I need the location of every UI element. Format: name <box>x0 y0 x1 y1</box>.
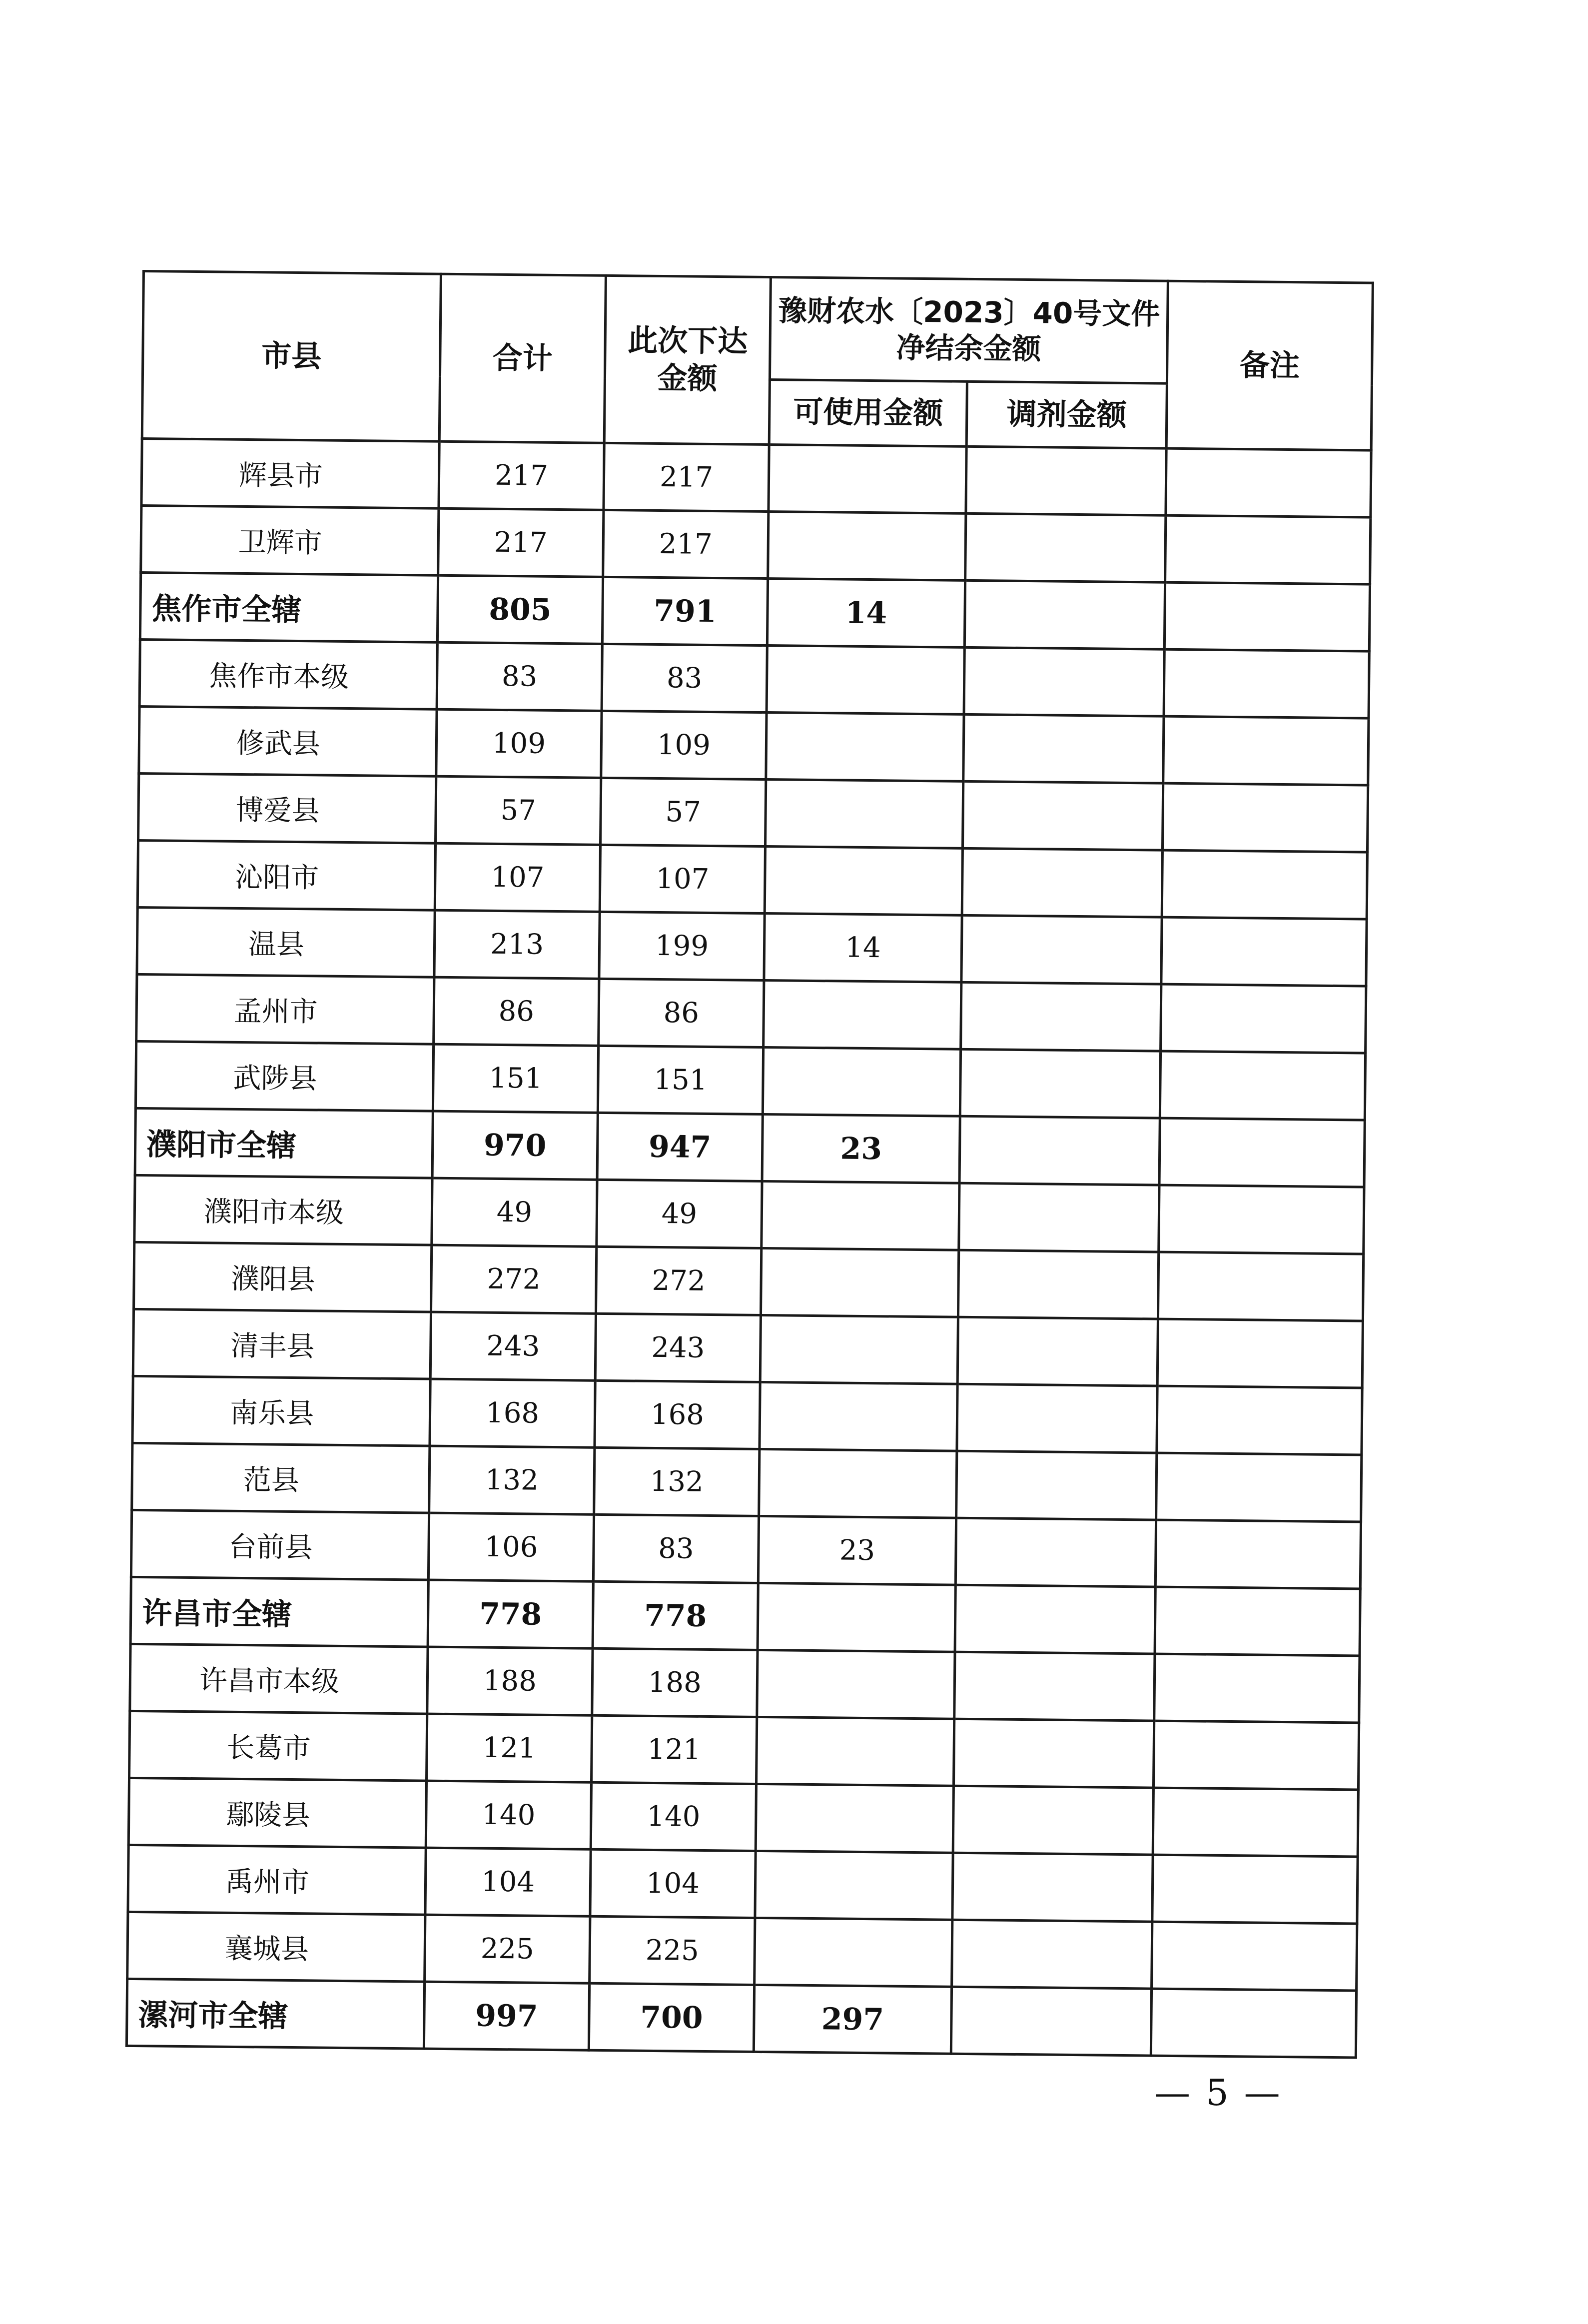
row-name: 修武县 <box>139 706 437 776</box>
header-current-allocation: 此次下达金额 <box>604 275 771 444</box>
table-row <box>141 506 1371 585</box>
row-adjusted <box>957 1384 1157 1453</box>
row-name: 长葛市 <box>129 1711 427 1781</box>
row-remarks <box>1152 1922 1357 1991</box>
row-name: 焦作市全辖 <box>140 572 438 642</box>
row-remarks <box>1161 917 1367 986</box>
table-row <box>128 1845 1358 1924</box>
table-row <box>141 439 1371 518</box>
row-total: 86 <box>434 977 599 1046</box>
row-name: 濮阳市全辖 <box>135 1108 433 1178</box>
row-remarks <box>1157 1386 1362 1455</box>
row-allocated: 217 <box>604 443 769 511</box>
row-usable <box>756 1784 953 1853</box>
row-allocated: 700 <box>589 1983 754 2052</box>
table-body <box>126 439 1371 2058</box>
table-row <box>137 840 1367 919</box>
row-allocated: 107 <box>600 845 765 913</box>
row-remarks <box>1161 984 1366 1053</box>
row-name: 南乐县 <box>132 1376 430 1446</box>
row-usable <box>755 1851 953 1920</box>
header-total: 合计 <box>439 274 606 443</box>
table-row-summary <box>140 572 1370 651</box>
row-name: 范县 <box>132 1443 430 1513</box>
table-row <box>130 1644 1360 1723</box>
row-allocated: 109 <box>601 711 767 779</box>
row-total: 57 <box>436 776 601 845</box>
row-usable <box>756 1717 954 1786</box>
row-remarks <box>1155 1520 1361 1589</box>
header-adjusted-amount: 调剂金额 <box>966 381 1167 448</box>
row-adjusted <box>962 781 1163 850</box>
row-total: 778 <box>428 1580 593 1648</box>
row-name: 禹州市 <box>128 1845 426 1915</box>
row-remarks <box>1160 1051 1365 1120</box>
row-remarks <box>1165 515 1371 584</box>
row-total: 805 <box>437 575 603 644</box>
row-adjusted <box>962 848 1162 917</box>
row-name: 沁阳市 <box>137 840 435 910</box>
row-name: 许昌市全辖 <box>130 1577 428 1647</box>
row-total: 106 <box>428 1513 594 1581</box>
row-adjusted <box>965 513 1166 582</box>
row-adjusted <box>961 915 1162 984</box>
row-name: 武陟县 <box>135 1041 433 1111</box>
row-allocated: 243 <box>595 1313 761 1382</box>
row-allocated: 83 <box>602 644 767 712</box>
table-row <box>132 1376 1362 1455</box>
header-usable-amount: 可使用金额 <box>769 380 967 447</box>
row-adjusted <box>963 714 1164 783</box>
row-allocated: 49 <box>597 1179 762 1248</box>
row-adjusted <box>966 446 1166 515</box>
row-adjusted <box>952 1853 1153 1922</box>
row-total: 151 <box>433 1044 598 1113</box>
row-usable: 23 <box>758 1516 956 1585</box>
row-total: 217 <box>439 441 604 510</box>
row-total: 140 <box>426 1781 591 1849</box>
page-number: — 5 — <box>1154 2072 1282 2114</box>
row-usable <box>768 512 966 581</box>
row-allocated: 104 <box>590 1849 756 1918</box>
row-name: 孟州市 <box>136 974 434 1044</box>
row-adjusted <box>964 580 1165 649</box>
row-name: 清丰县 <box>133 1309 431 1379</box>
row-total: 132 <box>429 1446 595 1514</box>
row-remarks <box>1159 1185 1364 1254</box>
table-row <box>127 1912 1357 1991</box>
table-row-summary <box>135 1108 1365 1187</box>
row-total: 213 <box>434 910 600 979</box>
table-row <box>139 706 1369 785</box>
row-usable <box>769 445 966 514</box>
row-adjusted <box>955 1518 1156 1587</box>
table-row <box>137 907 1367 986</box>
row-allocated: 199 <box>599 912 765 980</box>
row-adjusted <box>961 982 1161 1051</box>
row-adjusted <box>956 1451 1157 1520</box>
row-name: 襄城县 <box>127 1912 425 1982</box>
row-usable <box>766 713 964 782</box>
header-city-county: 市县 <box>142 271 441 442</box>
row-allocated: 140 <box>591 1782 756 1851</box>
row-remarks <box>1155 1587 1360 1656</box>
row-adjusted <box>960 1049 1160 1118</box>
row-usable <box>763 1047 960 1116</box>
row-remarks <box>1156 1453 1362 1522</box>
row-name: 温县 <box>137 907 435 977</box>
row-total: 83 <box>437 642 602 711</box>
row-allocated: 83 <box>593 1514 759 1583</box>
row-name: 卫辉市 <box>141 506 439 576</box>
row-allocated: 168 <box>595 1380 760 1449</box>
row-usable <box>758 1583 955 1652</box>
row-name: 鄢陵县 <box>128 1778 426 1848</box>
row-total: 217 <box>438 508 604 577</box>
row-remarks <box>1153 1788 1358 1857</box>
row-allocated: 947 <box>597 1113 763 1181</box>
row-usable <box>760 1382 957 1451</box>
row-allocated: 86 <box>599 979 764 1047</box>
table-header-row <box>143 271 1373 386</box>
row-remarks <box>1153 1721 1359 1790</box>
row-usable <box>761 1248 958 1317</box>
row-usable: 23 <box>762 1114 960 1183</box>
table-row-summary <box>130 1577 1360 1656</box>
row-total: 225 <box>425 1915 590 1983</box>
row-name: 濮阳县 <box>134 1242 432 1312</box>
table-row <box>129 1711 1359 1790</box>
row-adjusted <box>957 1317 1158 1386</box>
row-name: 濮阳市本级 <box>134 1175 432 1245</box>
row-adjusted <box>958 1250 1158 1319</box>
table-row <box>135 1041 1365 1120</box>
row-remarks <box>1162 850 1367 919</box>
table-row <box>132 1443 1362 1522</box>
row-allocated: 132 <box>594 1447 760 1516</box>
table-row <box>133 1309 1363 1388</box>
row-usable: 14 <box>764 914 962 983</box>
table-row <box>131 1510 1361 1589</box>
row-name: 漯河市全辖 <box>126 1979 424 2049</box>
row-total: 107 <box>435 843 600 912</box>
header-remarks: 备注 <box>1166 281 1373 450</box>
row-remarks <box>1154 1654 1360 1723</box>
row-total: 104 <box>425 1848 591 1916</box>
row-remarks <box>1164 649 1369 718</box>
row-adjusted <box>959 1116 1160 1185</box>
row-adjusted <box>953 1786 1153 1855</box>
row-usable <box>762 1181 959 1250</box>
allocation-table <box>125 270 1374 2059</box>
row-allocated: 57 <box>600 778 766 846</box>
row-remarks <box>1163 716 1369 785</box>
row-usable <box>755 1918 952 1987</box>
row-remarks <box>1166 448 1371 517</box>
row-usable <box>759 1449 957 1518</box>
row-adjusted <box>951 1987 1151 2056</box>
row-remarks <box>1164 582 1370 651</box>
row-usable <box>767 646 964 715</box>
table-row-summary <box>126 1979 1356 2058</box>
row-allocated: 151 <box>598 1046 763 1114</box>
header-net-balance-group: 豫财农水〔2023〕40号文件净结余金额 <box>770 277 1168 384</box>
row-adjusted <box>953 1719 1154 1788</box>
row-total: 188 <box>427 1647 593 1715</box>
row-name: 台前县 <box>131 1510 429 1580</box>
row-total: 272 <box>431 1245 597 1313</box>
row-remarks <box>1152 1855 1358 1924</box>
row-usable: 297 <box>754 1985 951 2054</box>
row-total: 997 <box>424 1982 589 2050</box>
row-usable <box>760 1315 958 1384</box>
row-allocated: 188 <box>592 1648 758 1717</box>
row-usable <box>765 847 962 916</box>
row-allocated: 217 <box>603 510 769 578</box>
row-remarks <box>1159 1118 1365 1187</box>
row-usable <box>757 1650 955 1719</box>
row-name: 许昌市本级 <box>130 1644 428 1714</box>
row-adjusted <box>954 1652 1155 1721</box>
row-allocated: 272 <box>596 1246 761 1315</box>
row-total: 970 <box>432 1111 598 1179</box>
row-total: 121 <box>427 1714 592 1782</box>
table-row <box>134 1175 1364 1254</box>
row-remarks <box>1151 1989 1356 2058</box>
row-allocated: 225 <box>590 1916 755 1985</box>
row-allocated: 121 <box>591 1715 757 1784</box>
row-adjusted <box>964 647 1164 716</box>
table-row <box>136 974 1366 1053</box>
table-row <box>138 773 1368 852</box>
table-row <box>139 639 1369 718</box>
row-usable <box>764 981 961 1050</box>
table-row <box>128 1778 1358 1857</box>
row-adjusted <box>952 1920 1152 1989</box>
row-total: 49 <box>432 1178 597 1246</box>
row-name: 焦作市本级 <box>139 639 437 709</box>
row-remarks <box>1158 1252 1363 1321</box>
table-row <box>134 1242 1364 1321</box>
row-name: 博爱县 <box>138 773 436 843</box>
row-allocated: 778 <box>593 1581 758 1650</box>
row-adjusted <box>959 1183 1159 1252</box>
row-usable <box>765 780 963 849</box>
row-remarks <box>1162 783 1368 852</box>
row-total: 243 <box>430 1312 596 1380</box>
row-allocated: 791 <box>602 577 768 645</box>
row-name: 辉县市 <box>141 439 439 509</box>
row-adjusted <box>955 1585 1155 1654</box>
row-usable: 14 <box>767 579 965 648</box>
row-total: 168 <box>430 1379 595 1447</box>
row-remarks <box>1157 1319 1363 1388</box>
row-total: 109 <box>436 709 602 778</box>
